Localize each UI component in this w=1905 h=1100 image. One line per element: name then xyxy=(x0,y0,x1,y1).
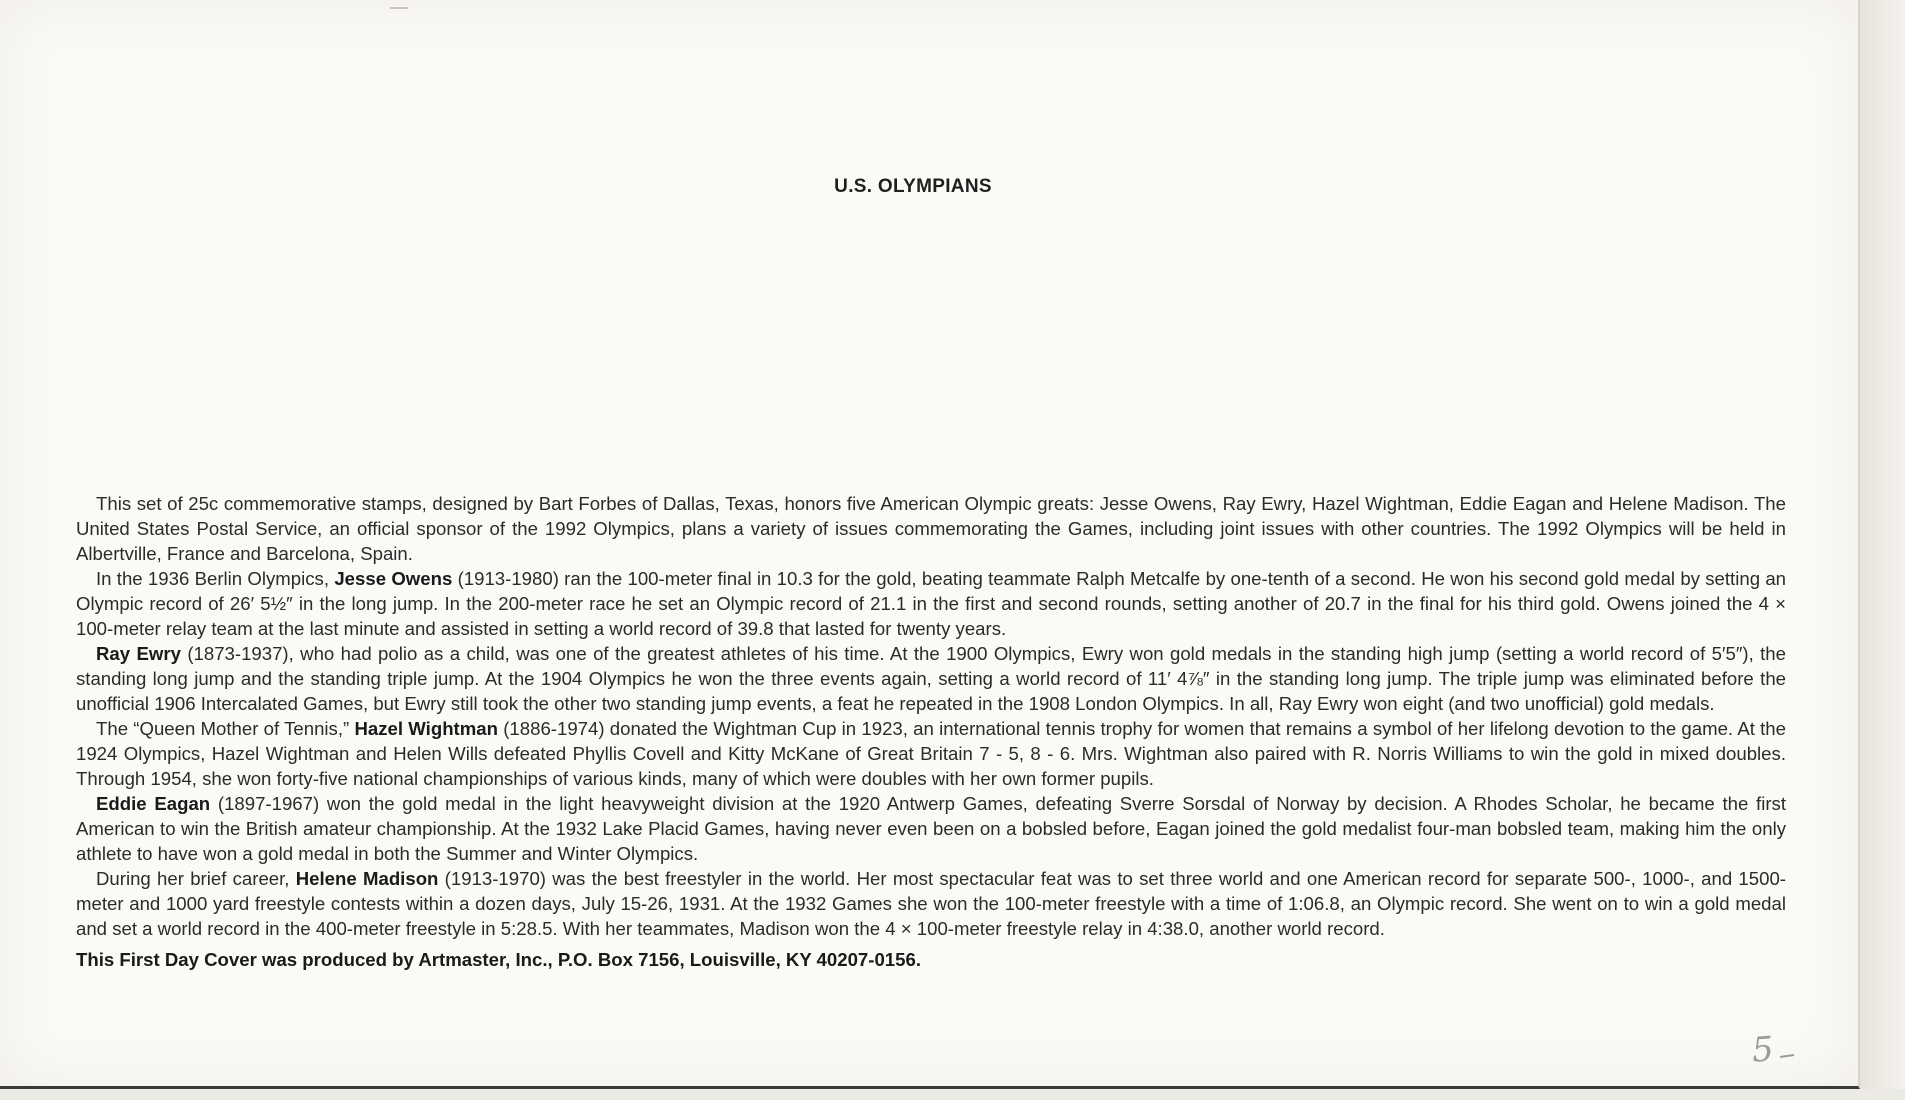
owens-paragraph xyxy=(76,566,1786,641)
eagan-text: (1897-1967) won the gold medal in the light heavyweight division at the 1920 Antwerp Games, defeating Sverre Sorsdal of Norway by decision. A Rhodes Scholar, he became the first American to win the British amateur championship. At the 1932 Lake Placid Games, having never even been on a bobsled before, Eagan joined the gold medalist four-man bobsled team, making him the only athlete to have won a gold medal in both the Summer and Winter Olympics. xyxy=(76,793,1786,864)
owens-text: (1913-1980) ran the 100-meter final in 10.3 for the gold, beating teammate Ralph Metcalfe by one-tenth of a second. He won his second gold medal by setting an Olympic record of 26′ 5½″ in the long jump. In the 200-meter race he set an Olympic record of 21.1 in the first and second rounds, setting another of 20.7 in the final for his third gold. Owens joined the 4 × 100-meter relay team at the last minute and assisted in setting a world record of 39.8 that lasted for twenty years. xyxy=(76,568,1787,639)
madison-paragraph xyxy=(76,866,1786,941)
eagan-paragraph xyxy=(76,791,1786,866)
intro-text: This set of 25c commemorative stamps, designed by Bart Forbes of Dallas, Texas, honors five American Olympic greats: Jesse Owens, Ray Ewry, Hazel Wightman, Eddie Eagan and Helene Madison. The United States Postal Service, an official sponsor of the 1992 Olympics, plans a variety of issues commemorating the Games, including joint issues with other countries. The 1992 Olympics will be held in Albertville, France and Barcelona, Spain. xyxy=(76,493,1786,564)
wightman-name: Hazel Wightman xyxy=(354,718,498,739)
owens-name: Jesse Owens xyxy=(334,568,453,589)
producer-credit: This First Day Cover was produced by Artmaster, Inc., P.O. Box 7156, Louisville, KY 40207-0156. xyxy=(76,949,921,970)
owens-pre: In the 1936 Berlin Olympics, xyxy=(96,568,335,589)
wightman-pre: The “Queen Mother of Tennis,” xyxy=(96,718,355,739)
wightman-paragraph xyxy=(76,716,1786,791)
top-smudge-mark xyxy=(390,7,408,9)
eagan-name: Eddie Eagan xyxy=(96,793,211,814)
madison-pre: During her brief career, xyxy=(96,868,296,889)
wightman-text: (1886-1974) donated the Wightman Cup in 1923, an international tennis trophy for women that remains a symbol of her lifelong devotion to the game. At the 1924 Olympics, Hazel Wightman and Helen Wills defeated Phyllis Covell and Kitty McKane of Great Britain 7 - 5, 8 - 6. Mrs. Wightman also paired with R. Norris Williams to win the gold in mixed doubles. Through 1954, she won forty-five national championships of various kinds, many of which were doubles with her own former pupils. xyxy=(76,718,1786,789)
envelope-right-edge xyxy=(1860,0,1905,1100)
pencil-note: 5 xyxy=(1750,1029,1776,1071)
madison-name: Helene Madison xyxy=(295,868,439,889)
ewry-name: Ray Ewry xyxy=(96,643,181,664)
intro-paragraph xyxy=(76,491,1786,566)
ewry-text: (1873-1937), who had polio as a child, was one of the greatest athletes of his time. At the 1900 Olympics, Ewry won gold medals in the standing high jump (setting a world record of 5′5″), the standing long jump and the standing triple jump. At the 1904 Olympics he won the three events again, setting a world record of 11′ 4⅞″ in the standing long jump. The triple jump was eliminated before the unofficial 1906 Intercalated Games, but Ewry still took the other two standing jump events, a feat he repeated in the 1908 London Olympics. In all, Ray Ewry won eight (and two unofficial) gold medals. xyxy=(76,643,1786,714)
madison-text: (1913-1970) was the best freestyler in the world. Her most spectacular feat was to set three world and one American record for separate 500-, 1000-, and 1500-meter and 1000 yard freestyle contests within a dozen days, July 15-26, 1931. At the 1932 Games she won the 100-meter freestyle with a time of 1:06.8, an Olympic record. She went on to win a gold medal and set a world record in the 400-meter freestyle in 5:28.5. With her teammates, Madison won the 4 × 100-meter freestyle relay in 4:38.0, another world record. xyxy=(76,868,1786,939)
body-text xyxy=(76,491,1786,972)
page-title: U.S. OLYMPIANS xyxy=(834,176,992,197)
envelope-bottom-edge xyxy=(0,1089,1905,1100)
pencil-dash-mark xyxy=(1780,1054,1794,1058)
ewry-paragraph xyxy=(76,641,1786,716)
